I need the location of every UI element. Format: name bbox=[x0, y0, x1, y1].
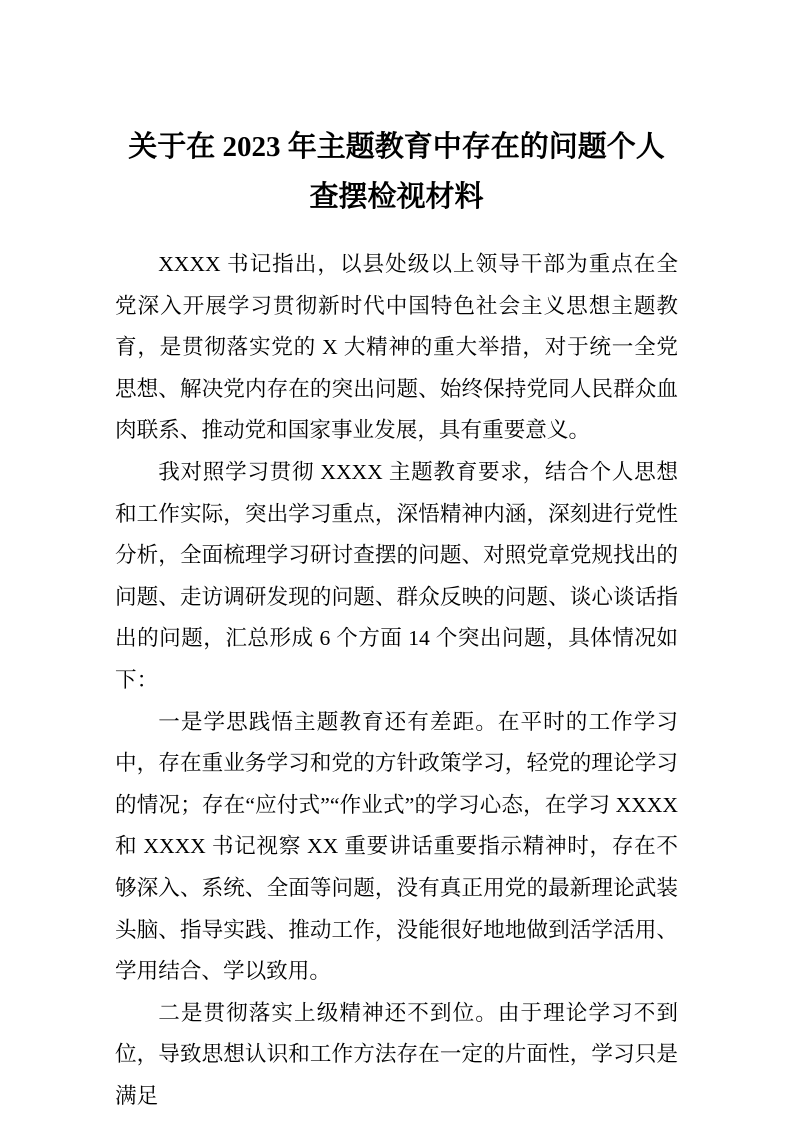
document-body bbox=[115, 244, 678, 1117]
paragraph-problem-2: 二是贯彻落实上级精神还不到位。由于理论学习不到位，导致思想认识和工作方法存在一定的片面性，学习只是满足 bbox=[115, 1000, 678, 1108]
paragraph-self-review-summary: 我对照学习贯彻 XXXX 主题教育要求，结合个人思想和工作实际，突出学习重点，深悟精神内涵，深刻进行党性分析，全面梳理学习研讨查摆的问题、对照党章党规找出的问题、走访调研发现的问题、群众反映的问题、谈心谈话指出的问题，汇总形成 6 个方面 14 个突出问题，具体情况如下： bbox=[115, 459, 678, 692]
paragraph-problem-1: 一是学思践悟主题教育还有差距。在平时的工作学习中，存在重业务学习和党的方针政策学习，轻党的理论学习的情况；存在“应付式”“作业式”的学习心态，在学习 XXXX 和 XXXX 书记视察 XX 重要讲话重要指示精神时，存在不够深入、系统、全面等问题，没有真正用党的最新理论武装头脑、指导实践、推动工作，没能很好地地做到活学活用、学用结合、学以致用。 bbox=[115, 709, 678, 984]
paragraph-intro-quote: XXXX 书记指出，以县处级以上领导干部为重点在全党深入开展学习贯彻新时代中国特色社会主义思想主题教育，是贯彻落实党的 X 大精神的重大举措，对于统一全党思想、解决党内存在的突出问题、始终保持党同人民群众血肉联系、推动党和国家事业发展，具有重要意义。 bbox=[115, 252, 678, 443]
document-title: 关于在 2023 年主题教育中存在的问题个人查摆检视材料 bbox=[128, 131, 665, 213]
